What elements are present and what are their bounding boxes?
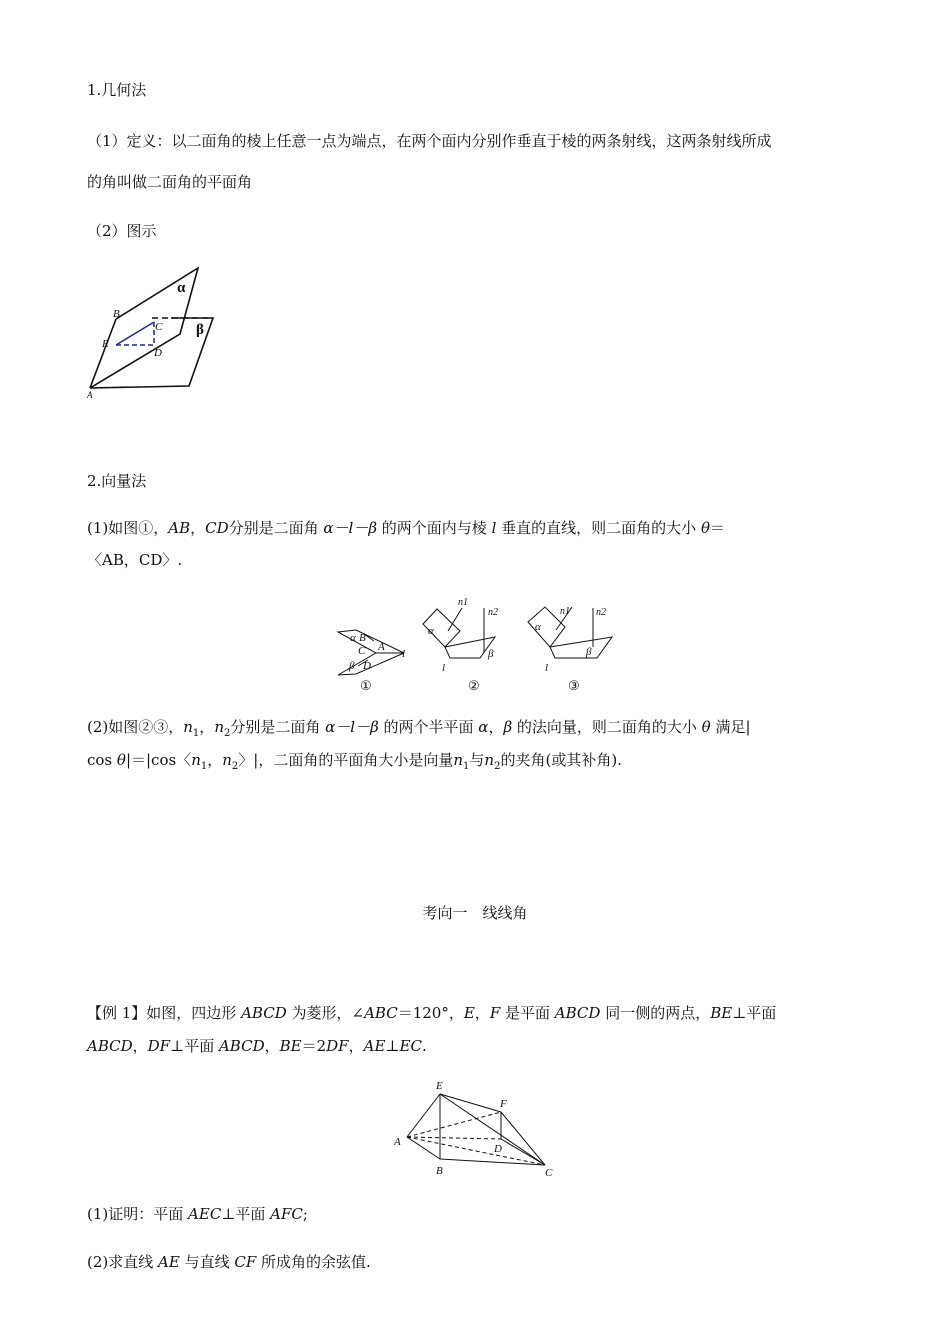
caption-2: ②: [468, 678, 480, 693]
definition-line-1: （1）定义：以二面角的棱上任意一点为端点，在两个面内分别作垂直于棱的两条射线，这两条射线所成: [87, 132, 772, 150]
fig3-plane-beta: [550, 637, 612, 658]
fig3-label-alpha: α: [535, 621, 541, 633]
edge-AD-dashed: [407, 1137, 501, 1139]
label-A: A: [87, 390, 93, 400]
fig2-label-alpha: α: [428, 625, 434, 637]
label-alpha: α: [177, 280, 186, 296]
example-1-line-1: 【例 1】如图，四边形 ABCD 为菱形，∠ABC＝120°，E，F 是平面 ABCD 同一侧的两点，BE⊥平面: [87, 1004, 777, 1022]
fig3-label-n1: n1: [560, 606, 570, 617]
vector-figures: [330, 590, 620, 695]
fig1-label-A: A: [378, 641, 385, 653]
edge-AB: [90, 319, 116, 388]
fig3-label-beta: β: [586, 646, 592, 658]
label-E: E: [102, 338, 109, 350]
rhombus-figure: [390, 1075, 560, 1180]
definition-line-2: 的角叫做二面角的平面角: [87, 173, 253, 191]
fig1-label-D: D: [363, 660, 371, 672]
edge-EF: [440, 1094, 501, 1112]
label-C: C: [545, 1167, 553, 1179]
fig3-label-n2: n2: [596, 607, 606, 618]
label-F: F: [500, 1098, 507, 1110]
vector-paragraph-1-line-2: 〈AB，CD〉.: [87, 551, 183, 569]
label-B: B: [113, 308, 120, 320]
caption-3: ③: [568, 678, 580, 693]
vector-paragraph-1-line-1: (1)如图①，AB，CD分别是二面角 α－l－β 的两个面内与棱 l 垂直的直线，则二面角的大小 θ＝: [87, 519, 725, 537]
example-1-line-2: ABCD，DF⊥平面 ABCD，BE＝2DF，AE⊥EC.: [87, 1037, 427, 1055]
question-2: (2)求直线 AE 与直线 CF 所成角的余弦值.: [87, 1253, 371, 1271]
caption-1: ①: [360, 678, 372, 693]
label-E: E: [436, 1080, 443, 1092]
vector-paragraph-2-line-1: (2)如图②③，$n_1$，$n_2$分别是二面角 α－l－β 的两个半平面 α，β 的法向量，则二面角的大小 θ 满足|: [87, 718, 751, 739]
fig1-label-B: B: [359, 632, 366, 644]
figure-label: （2）图示: [87, 222, 157, 240]
vector-paragraph-2-line-2: cos θ|＝|cos〈$n_1$，$n_2$〉|，二面角的平面角大小是向量$n_1$与$n_2$的夹角(或其补角).: [87, 751, 622, 772]
section-heading-vector: 2.向量法: [87, 472, 147, 490]
fig1-label-C: C: [358, 645, 366, 657]
fig2-label-n2: n2: [488, 607, 498, 618]
fig1-plane-beta: [338, 653, 404, 675]
edge-BC: [440, 1159, 545, 1165]
label-beta: β: [196, 322, 204, 338]
ray-EC: [116, 322, 154, 345]
section-title: 考向一 线线角: [422, 904, 528, 922]
fig2-label-n1: n1: [458, 597, 468, 608]
edge-AF-dashed: [407, 1112, 501, 1137]
fig2-normal-n1: [448, 608, 462, 631]
label-C: C: [155, 321, 163, 333]
edge-AE: [407, 1094, 440, 1137]
dihedral-angle-figure: [82, 262, 222, 402]
fig1-plane-alpha: [338, 630, 404, 653]
fig2-label-beta: β: [488, 648, 494, 660]
label-B: B: [436, 1165, 443, 1177]
fig3-label-l: l: [545, 662, 549, 674]
label-D: D: [494, 1143, 502, 1155]
edge-FC: [501, 1112, 545, 1165]
fig1-label-l: l: [402, 648, 406, 660]
label-A: A: [394, 1136, 401, 1148]
fig2-label-l: l: [442, 662, 446, 674]
question-1: (1)证明：平面 AEC⊥平面 AFC;: [87, 1205, 308, 1223]
label-D: D: [154, 347, 162, 359]
section-heading-geometric: 1.几何法: [87, 81, 147, 99]
fig1-label-beta: β: [349, 660, 355, 672]
fig1-label-alpha: α: [350, 632, 356, 644]
edge-DC: [501, 1139, 545, 1165]
